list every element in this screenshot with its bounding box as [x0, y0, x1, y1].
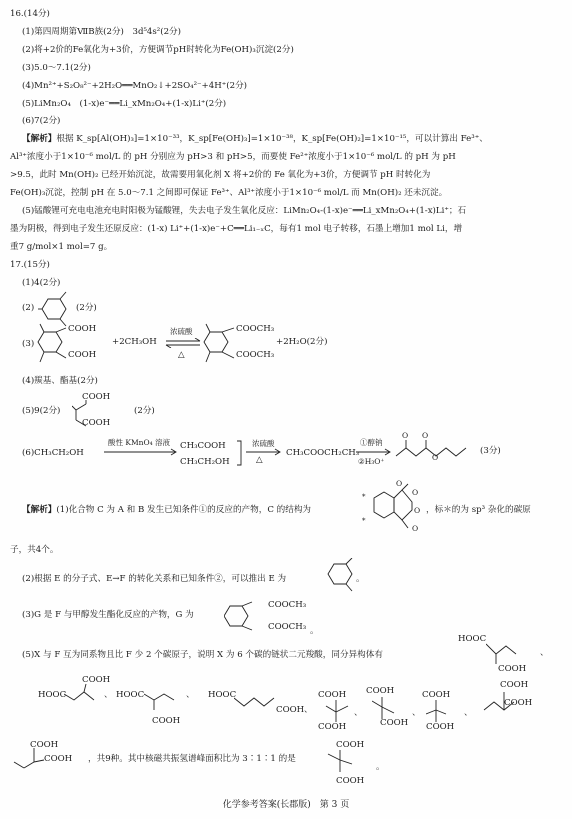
q17-answer-4: (4)羰基、酯基(2分) [22, 376, 98, 386]
oxygen-label: O [396, 479, 403, 488]
oxygen-label: O [402, 431, 409, 440]
cooh-label: COOH [68, 324, 97, 334]
cooh-label: COOH [318, 722, 347, 732]
separator: 、 [304, 705, 313, 715]
cooh-label: COOH [82, 418, 111, 428]
condition-h2so4: 浓硫酸 [170, 327, 193, 336]
separator: 、 [354, 708, 363, 718]
cooh-label: COOH [426, 722, 455, 732]
period: 。 [356, 574, 365, 584]
cooh-label: COOH [500, 680, 529, 690]
q17-answer-2-score: (2分) [76, 303, 97, 313]
q16-answer-5: (5)LiMn₂O₄ (1-x)e⁻══Li_xMn₂O₄+(1-x)Li⁺(2分) [22, 99, 227, 109]
hooc-label: HOOC [458, 634, 487, 644]
cooh-label: COOH [336, 740, 365, 750]
q16-analysis-line-3: >9.5，此时 Mn(OH)₂ 已经开始沉淀，故需要用氧化剂 X 将+2价的 Fe 氧化为+3价，方便调节 pH 时转化为 [10, 170, 431, 180]
isomer-structure [12, 748, 46, 774]
isomer-answer-structure [326, 750, 356, 776]
separator: 、 [186, 690, 195, 700]
compound-g-structure [224, 596, 264, 636]
q17-analysis-text-1: (1)化合物 C 为 A 和 B 发生已知条件①的反应的产物，C 的结构为 [56, 505, 312, 515]
q16-analysis-line-1 [22, 134, 488, 145]
q17-analysis-line-1b: 子，共4个。 [10, 545, 59, 555]
cooch3-label: COOCH₃ [236, 324, 275, 334]
period: 。 [376, 762, 385, 772]
cooh-label: COOH [30, 740, 59, 750]
oxygen-label: O [432, 453, 439, 462]
cooch3-label: COOCH₃ [268, 600, 307, 610]
q17-analysis-text-1b: ，标＊的为 sp³ 杂化的碳原 [426, 505, 531, 515]
q16-heading: 16.(14分) [10, 9, 50, 19]
q17-answer-3-label: (3) [22, 339, 35, 349]
q16-answer-1: (1)第四周期第ⅦB族(2分) 3d⁵4s²(2分) [22, 27, 182, 37]
compound-e-structure [326, 558, 356, 592]
isomer-structure [144, 688, 180, 718]
condition-heat: △ [256, 455, 263, 465]
oxygen-label: O [412, 524, 419, 533]
analysis-label: 【解析】 [22, 505, 57, 515]
sp3-marker: * [362, 493, 366, 501]
cooh-label: COOH [152, 716, 181, 726]
q17-answer-5-label: (5)9(2分) [22, 406, 61, 416]
q17-analysis-line-1 [22, 505, 311, 516]
cooh-label: COOH [504, 698, 533, 708]
q17-route-start: (6)CH₃CH₂OH [22, 448, 84, 458]
q16-answer-2: (2)将+2价的Fe氧化为+3价，方便调节pH时转化为Fe(OH)₃沉淀(2分) [22, 45, 294, 55]
bracket [236, 440, 242, 466]
sp3-marker: * [362, 517, 366, 525]
q17-answer-2-label: (2) [22, 303, 35, 313]
separator: 、 [464, 708, 473, 718]
q17-analysis-line-2: (2)根据 E 的分子式、E→F 的转化关系和已知条件②，可以推出 E 为 [22, 574, 287, 584]
ethanol: CH₃CH₂OH [180, 457, 230, 467]
reversible-arrow [164, 338, 202, 348]
cooch3-label: COOCH₃ [236, 350, 275, 360]
water-product: +2H₂O(2分) [276, 337, 328, 347]
q16-analysis-text-1: 根据 K_sp[Al(OH)₃]=1×10⁻³³，K_sp[Fe(OH)₃]=1×10⁻³⁸，K_sp[Fe(OH)₂]=1×10⁻¹⁵，可以计算出 Fe³⁺、 [56, 134, 488, 144]
q17-answer-1: (1)4(2分) [22, 278, 61, 288]
q17-answer-6-score: (3分) [480, 446, 501, 456]
q17-analysis-line-5-end: ，共9种。其中核磁共振氢谱峰面积比为 3∶1∶1 的是 [88, 754, 296, 764]
cooh-label: COOH [380, 718, 409, 728]
cooh-label: COOH [498, 664, 527, 674]
hooc-label: HOOC [208, 690, 237, 700]
cooh-label: COOH [336, 776, 365, 786]
separator: 、 [412, 708, 421, 718]
page-footer: 化学参考答案(长郡版) 第 3 页 [222, 800, 350, 810]
q16-answer-4: (4)Mn²⁺+S₂O₈²⁻+2H₂O══MnO₂↓+2SO₄²⁻+4H⁺(2分) [22, 81, 248, 91]
reaction-arrow [244, 448, 284, 456]
oxygen-label: O [422, 431, 429, 440]
q17-answer-5-score: (2分) [134, 406, 155, 416]
ethyl-acetate: CH₃COOCH₂CH₃ [286, 448, 360, 458]
condition-kmno4: 酸性 KMnO₄ 溶液 [108, 438, 171, 447]
q16-analysis-line-7: 重7 g/mol×1 mol=7 g。 [10, 242, 113, 252]
reaction-arrow [102, 448, 180, 456]
separator: 、 [104, 690, 113, 700]
q16-analysis-line-4: Fe(OH)₃沉淀，控制 pH 在 5.0～7.1 之间即可保证 Fe³⁺、Al³⁺浓度小于1×10⁻⁶ mol/L 而 Mn(OH)₂ 还未沉淀。 [10, 188, 448, 198]
cooh-label: COOH [276, 705, 305, 715]
q16-analysis-line-2: Al³⁺浓度小于1×10⁻⁶ mol/L 的 pH 分别应为 pH>3 和 pH>5，而要使 Fe²⁺浓度小于1×10⁻⁶ mol/L 的 pH 为 pH [10, 152, 456, 162]
period: 。 [310, 626, 319, 636]
condition-h2so4-2: 浓硫酸 [252, 439, 275, 448]
q17-analysis-line-5: (5)X 与 F 互为同系物且比 F 少 2 个碳原子，说明 X 为 6 个碳的链状二元羧酸，同分异构体有 [22, 650, 383, 660]
q17-heading: 17.(15分) [10, 260, 50, 270]
q17-analysis-line-3: (3)G 是 F 与甲醇发生酯化反应的产物，G 为 [22, 610, 194, 620]
cooh-label: COOH [318, 690, 347, 700]
cooh-label: COOH [366, 686, 395, 696]
q16-analysis-line-6: 墨为阴极，得到电子发生还原反应：(1-x) Li⁺+(1-x)e⁻+C══Li₁₋ₓC，每有1 mol 电子转移，石墨上增加1 mol Li，增 [10, 224, 463, 234]
cooh-label: COOH [82, 675, 111, 685]
separator: 、 [540, 648, 549, 658]
cooh-label: COOH [422, 690, 451, 700]
isomer-structure [234, 694, 278, 714]
cooch3-label: COOCH₃ [268, 622, 307, 632]
reaction-arrow [354, 448, 394, 456]
q16-analysis-line-5: (5)锰酸锂可充电电池充电时阳极为锰酸锂，失去电子发生氧化反应：LiMn₂O₄-(1-x)e⁻══Li_xMn₂O₄+(1-x)Li⁺；石 [22, 206, 467, 216]
acetic-acid: CH₃COOH [180, 441, 226, 451]
oxygen-label: O [412, 488, 419, 497]
hooc-label: HOOC [38, 690, 67, 700]
condition-acid: ②H₃O⁺ [358, 457, 385, 466]
cooh-label: COOH [44, 754, 73, 764]
oxygen-label: O [414, 506, 421, 515]
condition-alkoxide: ①醇钠 [360, 438, 383, 447]
condition-heat: △ [178, 350, 185, 360]
cooh-label: COOH [68, 350, 97, 360]
cooh-label: COOH [82, 392, 111, 402]
q16-answer-3: (3)5.0～7.1(2分) [22, 63, 91, 73]
hooc-label: HOOC [116, 690, 145, 700]
q16-answer-6: (6)7(2分) [22, 116, 61, 126]
methanol-reagent: +2CH₃OH [112, 337, 157, 347]
analysis-label: 【解析】 [22, 134, 57, 144]
